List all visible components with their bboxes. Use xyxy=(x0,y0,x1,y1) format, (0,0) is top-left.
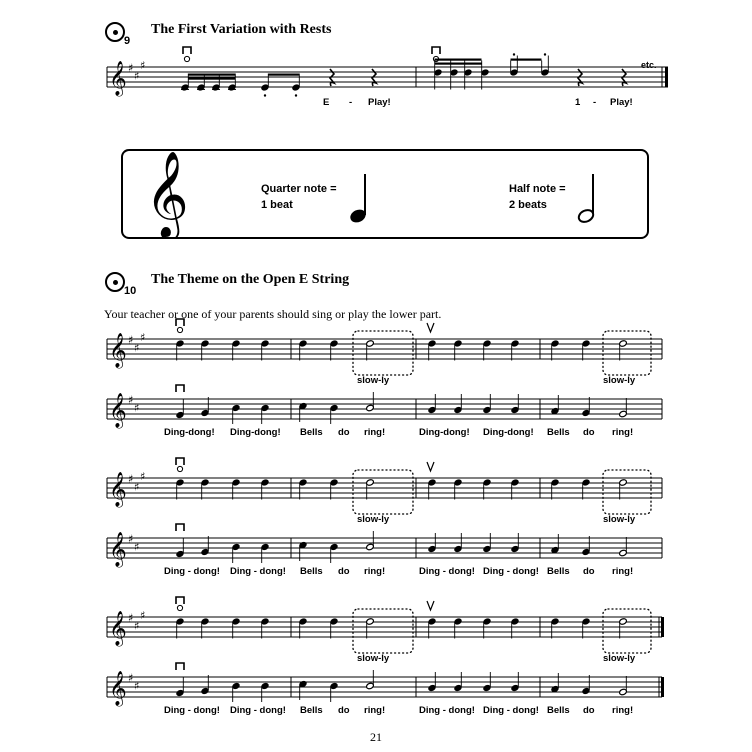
lyric: do xyxy=(338,427,350,438)
down-bow-icon xyxy=(176,458,184,465)
lyric: Ding-dong! xyxy=(419,427,470,438)
down-bow-icon xyxy=(176,319,184,326)
slowly-label: slow-ly xyxy=(357,375,390,386)
lyric: Bells xyxy=(300,427,323,438)
down-bow-icon xyxy=(176,597,184,604)
etc-label: etc. xyxy=(641,60,657,70)
sharp-sign: ♯ xyxy=(134,540,140,554)
sharp-sign: ♯ xyxy=(134,69,140,83)
down-bow-icon xyxy=(432,47,440,54)
open-string-mark xyxy=(177,605,182,610)
open-string-mark xyxy=(177,327,182,332)
treble-clef-icon: 𝄞 xyxy=(109,393,127,428)
instruction-text: Your teacher or one of your parents should sing or play the lower part. xyxy=(104,307,442,321)
beam xyxy=(188,74,235,76)
sharp-sign: ♯ xyxy=(128,333,134,347)
lyric: Play! xyxy=(610,97,633,108)
slowly-label: slow-ly xyxy=(603,375,636,386)
lyric: 1 xyxy=(575,97,581,108)
lyric: do xyxy=(338,705,350,716)
lyric: do xyxy=(583,705,595,716)
dotted-box xyxy=(353,470,413,514)
open-string-mark xyxy=(177,466,182,471)
sharp-sign: ♯ xyxy=(128,393,134,407)
exercise-title: The Theme on the Open E String xyxy=(151,272,350,287)
lyric: do xyxy=(338,566,350,577)
dotted-box xyxy=(353,609,413,653)
sharp-sign: ♯ xyxy=(134,341,140,355)
treble-clef-icon: 𝄞 xyxy=(109,671,127,706)
lyric: Bells xyxy=(547,427,570,438)
sharp-sign: ♯ xyxy=(140,609,146,622)
lyric: Ding-dong! xyxy=(164,427,215,438)
staccato-dot xyxy=(264,94,266,96)
page-number: 21 xyxy=(370,730,382,744)
treble-clef-icon: 𝄞 xyxy=(109,472,127,507)
down-bow-icon xyxy=(176,663,184,670)
lyric: Bells xyxy=(547,566,570,577)
beam xyxy=(435,59,482,61)
sharp-sign: ♯ xyxy=(128,532,134,546)
lyric: ring! xyxy=(364,427,386,438)
lyric: ring! xyxy=(364,705,386,716)
lyric: Ding - dong! xyxy=(164,705,220,716)
lyric: do xyxy=(583,427,595,438)
slowly-label: slow-ly xyxy=(603,514,636,525)
sharp-sign: ♯ xyxy=(140,331,146,344)
lyric: Ding-dong! xyxy=(483,427,534,438)
sharp-sign: ♯ xyxy=(140,470,146,483)
down-bow-icon xyxy=(183,47,191,54)
lyric: Ding - dong! xyxy=(483,705,539,716)
quarter-note-label: Quarter note = xyxy=(261,183,337,195)
lyric: E xyxy=(323,97,330,108)
lyric: ring! xyxy=(612,705,634,716)
lyric: Bells xyxy=(300,705,323,716)
staccato-dot xyxy=(544,53,546,55)
up-bow-icon xyxy=(427,601,434,610)
treble-clef-icon: 𝄞 xyxy=(109,611,127,646)
lyric: - xyxy=(593,97,597,108)
sharp-sign: ♯ xyxy=(134,619,140,633)
lyric: Ding-dong! xyxy=(230,427,281,438)
sharp-sign: ♯ xyxy=(134,401,140,415)
treble-clef-icon: 𝄞 xyxy=(109,61,127,96)
dotted-box xyxy=(603,470,651,514)
slowly-label: slow-ly xyxy=(603,653,636,664)
beam xyxy=(511,59,542,61)
lyric: Ding - dong! xyxy=(483,566,539,577)
up-bow-icon xyxy=(427,462,434,471)
lyric: Ding - dong! xyxy=(419,566,475,577)
treble-clef-icon: 𝄞 xyxy=(109,333,127,368)
lyric: - xyxy=(349,97,353,108)
treble-clef-icon: 𝄞 xyxy=(109,532,127,567)
svg-text:𝄞: 𝄞 xyxy=(145,151,189,237)
staccato-dot xyxy=(295,94,297,96)
sharp-sign: ♯ xyxy=(128,472,134,486)
sharp-sign: ♯ xyxy=(128,611,134,625)
final-bar xyxy=(661,617,664,637)
dotted-box xyxy=(603,331,651,375)
lyric: Bells xyxy=(300,566,323,577)
lyric: ring! xyxy=(612,566,634,577)
slowly-label: slow-ly xyxy=(357,514,390,525)
half-note-label: Half note = xyxy=(509,183,566,195)
beam xyxy=(188,78,235,80)
staccato-dot xyxy=(513,53,515,55)
lyric: do xyxy=(583,566,595,577)
lyric: ring! xyxy=(612,427,634,438)
slowly-label: slow-ly xyxy=(357,653,390,664)
lyric: ring! xyxy=(364,566,386,577)
quarter-note-value: 1 beat xyxy=(261,199,293,211)
final-bar xyxy=(661,677,664,697)
sharp-sign: ♯ xyxy=(128,671,134,685)
lyric: Ding - dong! xyxy=(419,705,475,716)
up-bow-icon xyxy=(427,323,434,332)
sharp-sign: ♯ xyxy=(140,59,146,72)
final-bar xyxy=(665,67,668,87)
track-number: 9 xyxy=(124,35,131,47)
sharp-sign: ♯ xyxy=(134,480,140,494)
lyric: Ding - dong! xyxy=(230,705,286,716)
lyric: Ding - dong! xyxy=(164,566,220,577)
beam xyxy=(435,63,482,65)
beam xyxy=(268,74,299,76)
half-note-value: 2 beats xyxy=(509,199,547,211)
lyric: Play! xyxy=(368,97,391,108)
sharp-sign: ♯ xyxy=(134,679,140,693)
sharp-sign: ♯ xyxy=(128,61,134,75)
lyric: Bells xyxy=(547,705,570,716)
dotted-box xyxy=(603,609,651,653)
exercise-title: The First Variation with Rests xyxy=(151,22,332,37)
down-bow-icon xyxy=(176,385,184,392)
track-number: 10 xyxy=(124,285,137,297)
down-bow-icon xyxy=(176,524,184,531)
dotted-box xyxy=(353,331,413,375)
lyric: Ding - dong! xyxy=(230,566,286,577)
open-string-mark xyxy=(184,56,189,61)
